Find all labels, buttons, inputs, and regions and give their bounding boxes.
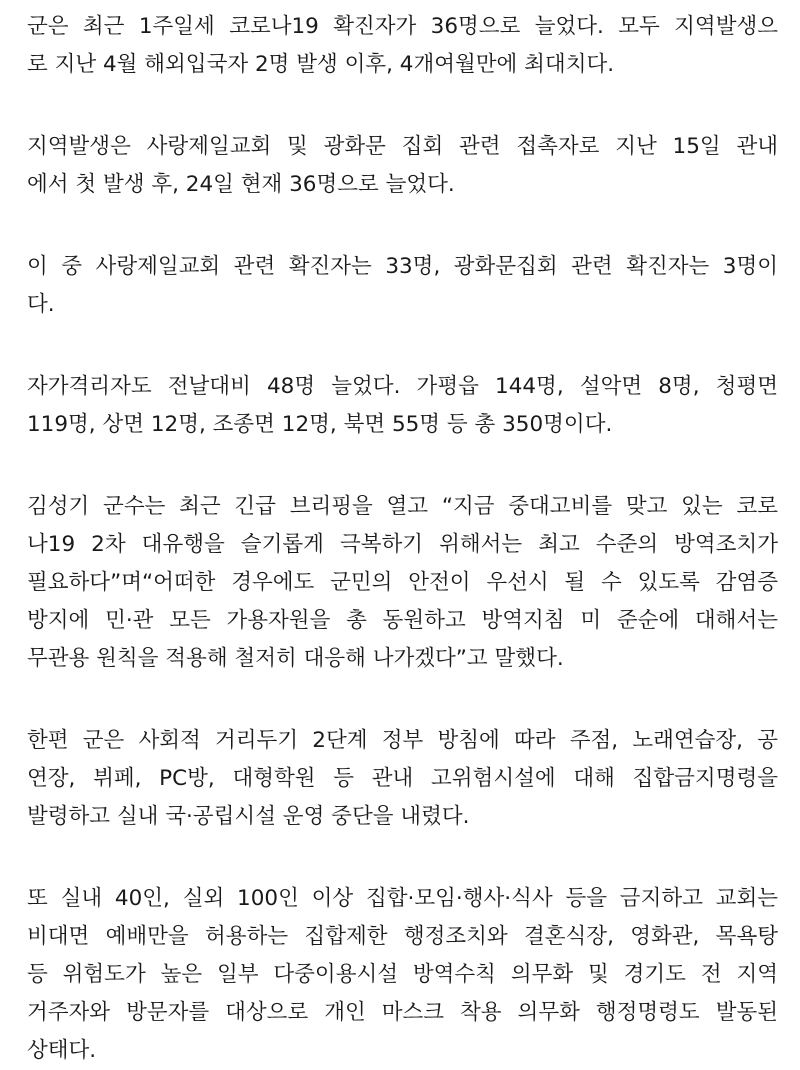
text-line: 119명, 상면 12명, 조종면 12명, 북면 55명 등 총 350명이다. xyxy=(27,412,613,437)
text-line: 다. xyxy=(27,292,55,317)
text-line: 로 지난 4월 해외입국자 2명 발생 이후, 4개여월만에 최대치다. xyxy=(27,52,615,77)
text-line: 나19 2차 대유행을 슬기롭게 극복하기 위해서는 최고 수준의 방역조치가 xyxy=(27,532,778,557)
paragraph-distancing-measures xyxy=(27,722,778,836)
text-line: 또 실내 40인, 실외 100인 이상 집합·모임·행사·식사 등을 금지하고 교회는 xyxy=(27,886,778,911)
paragraph-gathering-ban xyxy=(27,880,778,1070)
text-line: 김성기 군수는 최근 긴급 브리핑을 열고 “지금 중대고비를 맞고 있는 코로 xyxy=(27,494,778,519)
paragraph-governor-briefing xyxy=(27,488,778,678)
text-line: 한편 군은 사회적 거리두기 2단계 정부 방침에 따라 주점, 노래연습장, 공 xyxy=(27,728,778,753)
paragraph-confirmed-cases xyxy=(27,8,778,84)
text-line: 자가격리자도 전날대비 48명 늘었다. 가평읍 144명, 설악면 8명, 청평면 xyxy=(27,374,778,399)
text-line: 필요하다”며“어떠한 경우에도 군민의 안전이 우선시 될 수 있도록 감염증 xyxy=(27,570,778,595)
paragraph-local-outbreak xyxy=(27,128,778,204)
text-line: 에서 첫 발생 후, 24일 현재 36명으로 늘었다. xyxy=(27,172,455,197)
paragraph-self-quarantine xyxy=(27,368,778,444)
text-line: 상태다. xyxy=(27,1038,97,1063)
text-line: 거주자와 방문자를 대상으로 개인 마스크 착용 의무화 행정명령도 발동된 xyxy=(27,1000,778,1025)
text-line: 방지에 민·관 모든 가용자원을 총 동원하고 방역지침 미 준순에 대해서는 xyxy=(27,608,778,633)
text-line: 지역발생은 사랑제일교회 및 광화문 집회 관련 접촉자로 지난 15일 관내 xyxy=(27,134,778,159)
text-line: 연장, 뷔페, PC방, 대형학원 등 관내 고위험시설에 대해 집합금지명령을 xyxy=(27,766,778,791)
text-line: 무관용 원칙을 적용해 철저히 대응해 나가겠다”고 말했다. xyxy=(27,646,564,671)
text-line: 이 중 사랑제일교회 관련 확진자는 33명, 광화문집회 관련 확진자는 3명이 xyxy=(27,254,778,279)
text-line: 발령하고 실내 국·공립시설 운영 중단을 내렸다. xyxy=(27,804,470,829)
text-line: 군은 최근 1주일세 코로나19 확진자가 36명으로 늘었다. 모두 지역발생으 xyxy=(27,14,778,39)
text-line: 등 위험도가 높은 일부 다중이용시설 방역수칙 의무화 및 경기도 전 지역 xyxy=(27,962,778,987)
paragraph-case-breakdown xyxy=(27,248,778,324)
text-line: 비대면 예배만을 허용하는 집합제한 행정조치와 결혼식장, 영화관, 목욕탕 xyxy=(27,924,778,949)
